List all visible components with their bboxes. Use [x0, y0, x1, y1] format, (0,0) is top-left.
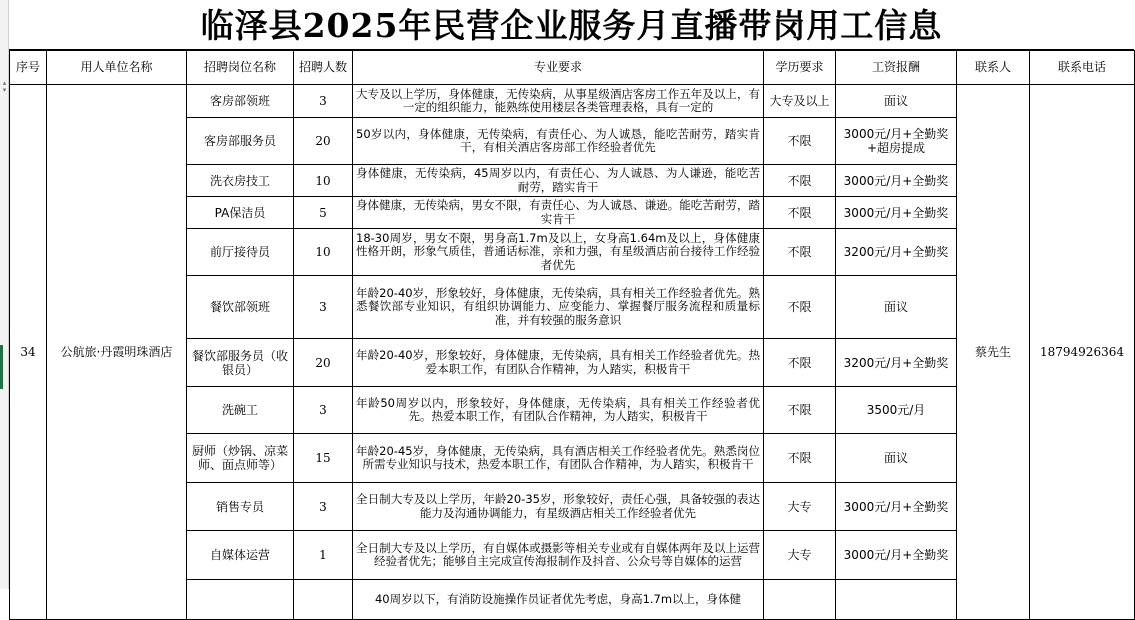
header-contact[interactable]: 联系人 — [957, 51, 1030, 85]
position-cell[interactable]: 客房部服务员 — [187, 118, 294, 165]
requirements-cell[interactable]: 大专及以上学历，身体健康，无传染病，从事星级酒店客房工作五年及以上，有一定的组织能力，能熟练使用楼层各类管理表格，具有一定的 — [353, 85, 764, 118]
education-cell[interactable]: 不限 — [764, 165, 836, 197]
header-position[interactable]: 招聘岗位名称 — [187, 51, 294, 85]
job-table — [9, 50, 1135, 620]
education-cell[interactable]: 大专及以上 — [764, 85, 836, 118]
position-cell[interactable]: 自媒体运营 — [187, 531, 294, 580]
education-cell[interactable]: 不限 — [764, 276, 836, 339]
requirements-cell[interactable]: 40周岁以下，有消防设施操作员证者优先考虑，身高1.7m以上，身体健 — [353, 580, 764, 620]
position-cell[interactable]: 前厅接待员 — [187, 229, 294, 276]
count-cell[interactable]: 3 — [294, 387, 353, 434]
header-salary[interactable]: 工资报酬 — [836, 51, 957, 85]
count-cell[interactable]: 5 — [294, 197, 353, 229]
count-cell[interactable]: 3 — [294, 85, 353, 118]
education-cell[interactable]: 大专 — [764, 483, 836, 531]
sheet-title[interactable]: 临泽县2025年民营企业服务月直播带岗用工信息 — [9, 0, 1134, 50]
salary-cell[interactable]: 面议 — [836, 85, 957, 118]
requirements-cell[interactable]: 18-30周岁，男女不限，男身高1.7m及以上，女身高1.64m及以上，身体健康性格开朗，形象气质佳，普通话标准，亲和力强，有星级酒店前台接待工作经验者优先 — [353, 229, 764, 276]
requirements-cell[interactable]: 年龄50周岁以内，形象较好，身体健康，无传染病，具有相关工作经验者优先。热爱本职工作，有团队合作精神，为人踏实，积极肯干 — [353, 387, 764, 434]
scroll-arrows-icon[interactable]: ▴ ▾ — [2, 79, 7, 94]
table-row — [10, 85, 1135, 118]
position-cell[interactable]: 客房部领班 — [187, 85, 294, 118]
salary-cell[interactable]: 3000元/月+全勤奖 — [836, 483, 957, 531]
education-cell[interactable]: 不限 — [764, 387, 836, 434]
requirements-cell[interactable]: 身体健康，无传染病，男女不限，有责任心、为人诚恳、谦逊。能吃苦耐劳，踏实肯干 — [353, 197, 764, 229]
header-requirements[interactable]: 专业要求 — [353, 51, 764, 85]
education-cell[interactable]: 不限 — [764, 197, 836, 229]
position-cell[interactable]: 餐饮部服务员（收银员） — [187, 339, 294, 387]
employer-index-cell[interactable]: 34 — [10, 85, 47, 620]
salary-cell[interactable]: 3000元/月+全勤奖+超房提成 — [836, 118, 957, 165]
education-cell[interactable] — [764, 580, 836, 620]
education-cell[interactable]: 不限 — [764, 229, 836, 276]
requirements-cell[interactable]: 50岁以内，身体健康，无传染病，有责任心、为人诚恳，能吃苦耐劳，踏实肯干，有相关酒店客房部工作经验者优先 — [353, 118, 764, 165]
salary-cell[interactable]: 面议 — [836, 276, 957, 339]
salary-cell[interactable] — [836, 580, 957, 620]
position-cell[interactable]: 销售专员 — [187, 483, 294, 531]
requirements-cell[interactable]: 年龄20-40岁，形象较好，身体健康，无传染病，具有相关工作经验者优先。熟悉餐饮部专业知识，有组织协调能力、应变能力、掌握餐厅服务流程和质量标准，并有较强的服务意识 — [353, 276, 764, 339]
requirements-cell[interactable]: 身体健康，无传染病，45周岁以内，有责任心、为人诚恳、为人谦逊，能吃苦耐劳，踏实肯干 — [353, 165, 764, 197]
position-cell[interactable]: 洗衣房技工 — [187, 165, 294, 197]
position-cell[interactable]: 洗碗工 — [187, 387, 294, 434]
requirements-cell[interactable]: 全日制大专及以上学历，年龄20-35岁，形象较好，责任心强，具备较强的表达能力及沟通协调能力，有星级酒店相关工作经验者优先 — [353, 483, 764, 531]
count-cell[interactable]: 15 — [294, 434, 353, 483]
employer-contact-cell[interactable]: 蔡先生 — [957, 85, 1030, 620]
position-cell[interactable]: 厨师（炒锅、凉菜师、面点师等） — [187, 434, 294, 483]
header-count[interactable]: 招聘人数 — [294, 51, 353, 85]
requirements-cell[interactable]: 全日制大专及以上学历，有自媒体或摄影等相关专业或有自媒体两年及以上运营经验者优先；能够自主完成宣传海报制作及抖音、公众号等自媒体的运营 — [353, 531, 764, 580]
header-company[interactable]: 用人单位名称 — [47, 51, 187, 85]
count-cell[interactable]: 20 — [294, 339, 353, 387]
salary-cell[interactable]: 3000元/月+全勤奖 — [836, 165, 957, 197]
count-cell[interactable]: 10 — [294, 229, 353, 276]
header-index[interactable]: 序号 — [10, 51, 47, 85]
education-cell[interactable]: 不限 — [764, 434, 836, 483]
employer-company-cell[interactable]: 公航旅·丹霞明珠酒店 — [47, 85, 187, 620]
header-education[interactable]: 学历要求 — [764, 51, 836, 85]
spreadsheet[interactable] — [9, 0, 1134, 606]
salary-cell[interactable]: 3000元/月+全勤奖 — [836, 531, 957, 580]
education-cell[interactable]: 大专 — [764, 531, 836, 580]
salary-cell[interactable]: 面议 — [836, 434, 957, 483]
requirements-cell[interactable]: 年龄20-40岁，形象较好，身体健康，无传染病，具有相关工作经验者优先。热爱本职工作，有团队合作精神，为人踏实，积极肯干 — [353, 339, 764, 387]
salary-cell[interactable]: 3200元/月+全勤奖 — [836, 229, 957, 276]
salary-cell[interactable]: 3200元/月+全勤奖 — [836, 339, 957, 387]
count-cell[interactable]: 3 — [294, 276, 353, 339]
education-cell[interactable]: 不限 — [764, 339, 836, 387]
active-row-marker — [0, 345, 3, 389]
education-cell[interactable]: 不限 — [764, 118, 836, 165]
position-cell[interactable]: 餐饮部领班 — [187, 276, 294, 339]
employer-phone-cell[interactable]: 18794926364 — [1030, 85, 1135, 620]
salary-cell[interactable]: 3000元/月+全勤奖 — [836, 197, 957, 229]
row-header-gutter[interactable] — [0, 0, 9, 589]
header-phone[interactable]: 联系电话 — [1030, 51, 1135, 85]
count-cell[interactable]: 1 — [294, 531, 353, 580]
position-cell[interactable] — [187, 580, 294, 620]
position-cell[interactable]: PA保洁员 — [187, 197, 294, 229]
salary-cell[interactable]: 3500元/月 — [836, 387, 957, 434]
requirements-cell[interactable]: 年龄20-45岁，身体健康，无传染病，具有酒店相关工作经验者优先。熟悉岗位所需专业知识与技术，热爱本职工作，有团队合作精神，为人踏实，积极肯干 — [353, 434, 764, 483]
count-cell[interactable]: 20 — [294, 118, 353, 165]
count-cell[interactable]: 10 — [294, 165, 353, 197]
count-cell[interactable] — [294, 580, 353, 620]
header-row — [10, 51, 1135, 85]
count-cell[interactable]: 3 — [294, 483, 353, 531]
